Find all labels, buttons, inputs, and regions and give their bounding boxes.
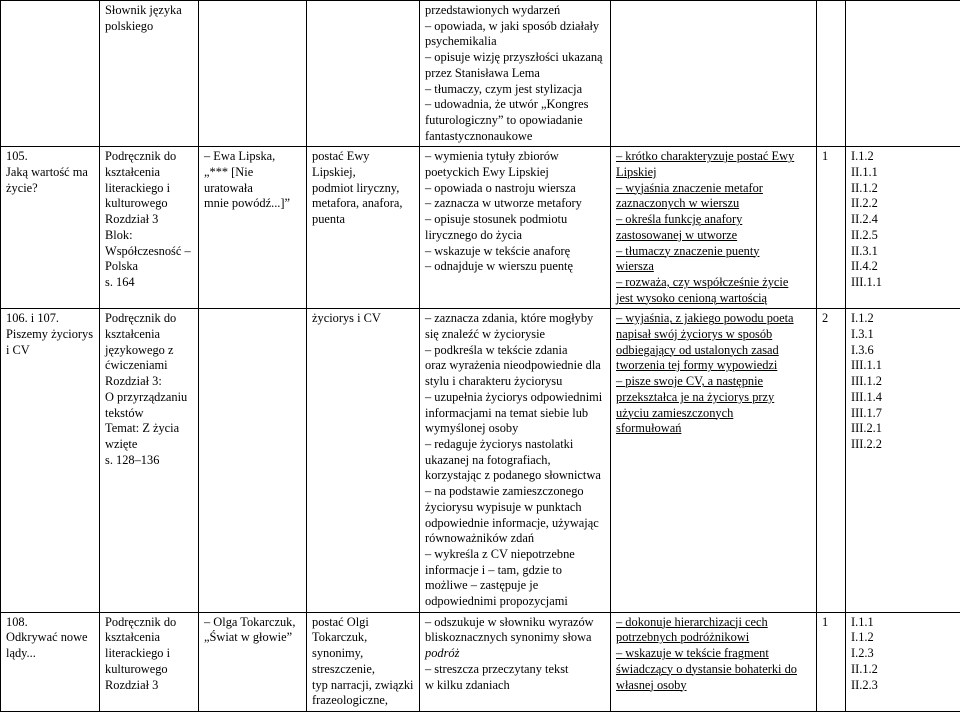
- cell-line: kształcenia: [105, 327, 195, 343]
- cell-line: w kilku zdaniach: [425, 678, 607, 694]
- cell-line: – dokonuje hierarchizacji cech: [616, 615, 813, 631]
- cell-line: III.1.7: [851, 406, 958, 422]
- cell-line: II.3.1: [851, 244, 958, 260]
- lesson-topic-cell: [1, 1, 100, 147]
- cell-line: podmiot liryczny,: [312, 181, 416, 197]
- cell-line: – określa funkcję anafory: [616, 212, 813, 228]
- cell-line: przedstawionych wydarzeń: [425, 3, 607, 19]
- cell-line: korzystając z podanego słownictwa: [425, 468, 607, 484]
- cell-line: – opowiada, w jaki sposób działały: [425, 19, 607, 35]
- cell-line: sformułowań: [616, 421, 813, 437]
- cell-line: jest wysoko cenioną wartością: [616, 291, 813, 307]
- cell-line: – wymienia tytuły zbiorów: [425, 149, 607, 165]
- extended-requirements-cell: [611, 612, 817, 711]
- cell-line: możliwe – zastępuje je: [425, 578, 607, 594]
- lesson-topic-cell: [1, 147, 100, 309]
- concepts-cell: [307, 147, 420, 309]
- cell-line: kształcenia: [105, 630, 195, 646]
- cell-line: podróż: [425, 646, 607, 662]
- cell-line: II.2.3: [851, 678, 958, 694]
- cell-line: odpowiednimi propozycjami: [425, 594, 607, 610]
- extended-requirements-cell: [611, 147, 817, 309]
- cell-line: Podręcznik do: [105, 311, 195, 327]
- cell-line: Lipskiej: [616, 165, 813, 181]
- cell-line: – zaznacza zdania, które mogłyby: [425, 311, 607, 327]
- cell-line: bliskoznacznych synonimy słowa: [425, 630, 607, 646]
- cell-line: postać Ewy Lipskiej,: [312, 149, 416, 180]
- cell-line: Rozdział 3: [105, 212, 195, 228]
- cell-line: i CV: [6, 343, 96, 359]
- cell-line: 1: [822, 615, 842, 631]
- cell-line: s. 128–136: [105, 453, 195, 469]
- extended-requirements-cell: [611, 309, 817, 612]
- basic-requirements-cell: [420, 147, 611, 309]
- cell-line: II.1.2: [851, 181, 958, 197]
- text-work-cell: [199, 1, 307, 147]
- cell-line: – zaznacza w utworze metafory: [425, 196, 607, 212]
- cell-line: futurologiczny” to opowiadanie: [425, 113, 607, 129]
- cell-line: 106. i 107.: [6, 311, 96, 327]
- cell-line: życiorys i CV: [312, 311, 416, 327]
- cell-line: kształcenia: [105, 165, 195, 181]
- cell-line: Polska: [105, 259, 195, 275]
- cell-line: III.1.4: [851, 390, 958, 406]
- cell-line: językowego z: [105, 343, 195, 359]
- cell-line: lirycznego do życia: [425, 228, 607, 244]
- cell-line: Odkrywać nowe: [6, 630, 96, 646]
- cell-line: mnie powódź...]”: [204, 196, 303, 212]
- cell-line: I.3.6: [851, 343, 958, 359]
- cell-line: – opisuje wizję przyszłości ukazaną: [425, 50, 607, 66]
- cell-line: Rozdział 3:: [105, 374, 195, 390]
- cell-line: polskiego: [105, 19, 195, 35]
- cell-line: s. 164: [105, 275, 195, 291]
- cell-line: informacjami na temat siebie lub: [425, 406, 607, 422]
- cell-line: puenta: [312, 212, 416, 228]
- cell-line: zastosowanej w utworze: [616, 228, 813, 244]
- cell-line: III.1.1: [851, 275, 958, 291]
- cell-line: – tłumaczy znaczenie puenty: [616, 244, 813, 260]
- source-material-cell: [100, 147, 199, 309]
- cell-line: tekstów: [105, 406, 195, 422]
- cell-line: Słownik języka: [105, 3, 195, 19]
- cell-line: – pisze swoje CV, a następnie: [616, 374, 813, 390]
- cell-line: Rozdział 3: [105, 678, 195, 694]
- cell-line: III.2.2: [851, 437, 958, 453]
- table-row: [1, 1, 960, 147]
- cell-line: potrzebnych podróżnikowi: [616, 630, 813, 646]
- cell-line: Podręcznik do: [105, 149, 195, 165]
- cell-line: własnej osoby: [616, 678, 813, 694]
- cell-line: Jaką wartość ma: [6, 165, 96, 181]
- concepts-cell: [307, 612, 420, 711]
- cell-line: psychemikalia: [425, 34, 607, 50]
- basic-requirements-cell: [420, 309, 611, 612]
- cell-line: literackiego i: [105, 646, 195, 662]
- cell-line: – Olga Tokarczuk,: [204, 615, 303, 631]
- cell-line: II.2.4: [851, 212, 958, 228]
- hours-cell: [817, 309, 846, 612]
- cell-line: wzięte: [105, 437, 195, 453]
- lesson-topic-cell: [1, 612, 100, 711]
- cell-line: III.1.1: [851, 358, 958, 374]
- text-work-cell: [199, 309, 307, 612]
- basic-requirements-cell: [420, 612, 611, 711]
- cell-line: III.2.1: [851, 421, 958, 437]
- cell-line: fantastycznonaukowe: [425, 129, 607, 145]
- cell-line: 105.: [6, 149, 96, 165]
- cell-line: kulturowego: [105, 196, 195, 212]
- cell-line: zaznaczonych w wierszu: [616, 196, 813, 212]
- source-material-cell: [100, 309, 199, 612]
- cell-line: I.1.1: [851, 615, 958, 631]
- cell-line: – odnajduje w wierszu puentę: [425, 259, 607, 275]
- table-row: [1, 309, 960, 612]
- cell-line: – wskazuje w tekście anaforę: [425, 244, 607, 260]
- cell-line: tworzenia tej formy wypowiedzi: [616, 358, 813, 374]
- cell-line: – udowadnia, że utwór „Kongres: [425, 97, 607, 113]
- concepts-cell: [307, 309, 420, 612]
- table-row: [1, 612, 960, 711]
- cell-line: 2: [822, 311, 842, 327]
- cell-line: „Świat w głowie”: [204, 630, 303, 646]
- cell-line: literackiego i: [105, 181, 195, 197]
- cell-line: I.3.1: [851, 327, 958, 343]
- hours-cell: [817, 1, 846, 147]
- cell-line: – podkreśla w tekście zdania: [425, 343, 607, 359]
- cell-line: II.1.1: [851, 165, 958, 181]
- cell-line: – tłumaczy, czym jest stylizacja: [425, 82, 607, 98]
- cell-line: II.4.2: [851, 259, 958, 275]
- cell-line: postać Olgi Tokarczuk,: [312, 615, 416, 646]
- cell-line: – wskazuje w tekście fragment: [616, 646, 813, 662]
- cell-line: typ narracji, związki: [312, 678, 416, 694]
- cell-line: – opowiada o nastroju wiersza: [425, 181, 607, 197]
- cell-line: się znaleźć w życiorysie: [425, 327, 607, 343]
- cell-line: użyciu zamieszczonych: [616, 406, 813, 422]
- cell-line: – odszukuje w słowniku wyrazów: [425, 615, 607, 631]
- cell-line: metafora, anafora,: [312, 196, 416, 212]
- cell-line: – uzupełnia życiorys odpowiednimi: [425, 390, 607, 406]
- cell-line: I.1.2: [851, 149, 958, 165]
- source-material-cell: [100, 1, 199, 147]
- cell-line: oraz wyrażenia nieodpowiednie dla: [425, 358, 607, 374]
- lesson-topic-cell: [1, 309, 100, 612]
- hours-cell: [817, 147, 846, 309]
- cell-line: – streszcza przeczytany tekst: [425, 662, 607, 678]
- cell-line: – opisuje stosunek podmiotu: [425, 212, 607, 228]
- cell-line: – na podstawie zamieszczonego: [425, 484, 607, 500]
- cell-line: równoważników zdań: [425, 531, 607, 547]
- cell-line: III.1.2: [851, 374, 958, 390]
- concepts-cell: [307, 1, 420, 147]
- cell-line: świadczący o dystansie bohaterki do: [616, 662, 813, 678]
- source-material-cell: [100, 612, 199, 711]
- cell-line: Blok:: [105, 228, 195, 244]
- cell-line: frazeologiczne,: [312, 693, 416, 709]
- cell-line: I.1.2: [851, 630, 958, 646]
- cell-line: – Ewa Lipska,: [204, 149, 303, 165]
- cell-line: I.2.3: [851, 646, 958, 662]
- cell-line: ćwiczeniami: [105, 358, 195, 374]
- curriculum-points-cell: [846, 612, 960, 711]
- cell-line: – wyjaśnia znaczenie metafor: [616, 181, 813, 197]
- cell-line: II.2.2: [851, 196, 958, 212]
- extended-requirements-cell: [611, 1, 817, 147]
- cell-line: – wyjaśnia, z jakiego powodu poeta: [616, 311, 813, 327]
- cell-line: odpowiednie informacje, używając: [425, 516, 607, 532]
- table-row: [1, 147, 960, 309]
- basic-requirements-cell: [420, 1, 611, 147]
- cell-line: stylu i charakteru życiorysu: [425, 374, 607, 390]
- curriculum-points-cell: [846, 309, 960, 612]
- cell-line: życiorysu wypisuje w punktach: [425, 500, 607, 516]
- hours-cell: [817, 612, 846, 711]
- cell-line: – redaguje życiorys nastolatki: [425, 437, 607, 453]
- cell-line: – wykreśla z CV niepotrzebne: [425, 547, 607, 563]
- cell-line: kulturowego: [105, 662, 195, 678]
- cell-line: II.2.5: [851, 228, 958, 244]
- cell-line: – rozważa, czy współcześnie życie: [616, 275, 813, 291]
- cell-line: I.1.2: [851, 311, 958, 327]
- text-work-cell: [199, 612, 307, 711]
- cell-line: informacje i – tam, gdzie to: [425, 563, 607, 579]
- text-work-cell: [199, 147, 307, 309]
- cell-line: 1: [822, 149, 842, 165]
- cell-line: O przyrządzaniu: [105, 390, 195, 406]
- cell-line: poetyckich Ewy Lipskiej: [425, 165, 607, 181]
- cell-line: 108.: [6, 615, 96, 631]
- cell-line: odbiegający od ustalonych zasad: [616, 343, 813, 359]
- cell-line: Temat: Z życia: [105, 421, 195, 437]
- cell-line: przez Stanisława Lema: [425, 66, 607, 82]
- cell-line: wymyślonej osoby: [425, 421, 607, 437]
- cell-line: „*** [Nie uratowała: [204, 165, 303, 196]
- cell-line: Podręcznik do: [105, 615, 195, 631]
- cell-line: synonimy,: [312, 646, 416, 662]
- cell-line: Piszemy życiorys: [6, 327, 96, 343]
- cell-line: napisał swój życiorys w sposób: [616, 327, 813, 343]
- cell-line: streszczenie,: [312, 662, 416, 678]
- cell-line: II.1.2: [851, 662, 958, 678]
- cell-line: przekształca je na życiorys przy: [616, 390, 813, 406]
- cell-line: – krótko charakteryzuje postać Ewy: [616, 149, 813, 165]
- cell-line: ukazanej na fotografiach,: [425, 453, 607, 469]
- cell-line: Współczesność –: [105, 244, 195, 260]
- cell-line: lądy...: [6, 646, 96, 662]
- curriculum-points-cell: [846, 1, 960, 147]
- curriculum-points-cell: [846, 147, 960, 309]
- cell-line: wiersza: [616, 259, 813, 275]
- cell-line: życie?: [6, 181, 96, 197]
